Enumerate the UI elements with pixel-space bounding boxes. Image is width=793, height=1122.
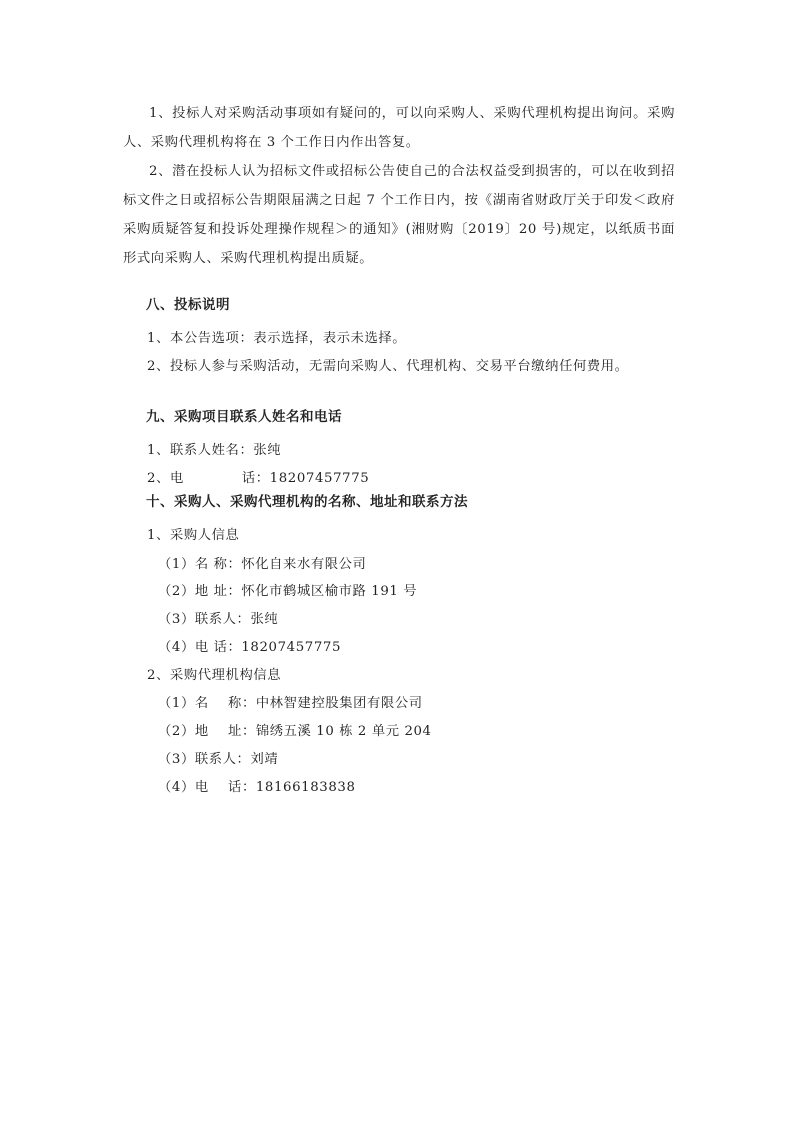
purchaser-info-title: 1、采购人信息 bbox=[147, 528, 240, 543]
purchaser-name: （1）名 称：怀化自来水有限公司 bbox=[158, 557, 367, 572]
project-contact-phone bbox=[147, 469, 369, 489]
heading-project-contact: 九、采购项目联系人姓名和电话 bbox=[146, 409, 342, 425]
notes-item-1: 1、本公告选项：表示选择，表示未选择。 bbox=[147, 331, 407, 346]
agency-contact: （3）联系人：刘靖 bbox=[158, 752, 279, 767]
phone-prefix: 2、电 bbox=[147, 471, 184, 486]
project-contact-name: 1、联系人姓名：张纯 bbox=[147, 443, 282, 458]
agency-phone: （4）电 话：18166183838 bbox=[158, 780, 356, 795]
heading-contact-methods: 十、采购人、采购代理机构的名称、地址和联系方法 bbox=[146, 494, 468, 510]
purchaser-address: （2）地 址：怀化市鹤城区榆市路 191 号 bbox=[158, 584, 418, 599]
paragraph-inquiry: 1、投标人对采购活动事项如有疑问的，可以向采购人、采购代理机构提出询问。采购人、采购代理机构将在 3 个工作日内作出答复。 bbox=[123, 106, 675, 150]
paragraph-challenge: 2、潜在投标人认为招标文件或招标公告使自己的合法权益受到损害的，可以在收到招标文件之日或招标公告期限届满之日起 7 个工作日内，按《湖南省财政厅关于印发＜政府采购质疑答复和投诉处理操作规程＞的通知》(湘财购〔2019〕20 号)规定，以纸质书面形式向采购人、采购代理机构提出质疑。 bbox=[123, 164, 675, 266]
phone-suffix: 话：18207457775 bbox=[241, 471, 370, 486]
agency-name: （1）名 称：中林智建控股集团有限公司 bbox=[158, 696, 423, 711]
purchaser-contact: （3）联系人：张纯 bbox=[158, 612, 279, 627]
agency-info-title: 2、采购代理机构信息 bbox=[147, 668, 282, 683]
notes-item-2: 2、投标人参与采购活动，无需向采购人、代理机构、交易平台缴纳任何费用。 bbox=[147, 359, 629, 374]
heading-bidding-notes: 八、投标说明 bbox=[146, 297, 230, 313]
purchaser-phone: （4）电 话：18207457775 bbox=[158, 640, 342, 655]
agency-address: （2）地 址：锦绣五溪 10 栋 2 单元 204 bbox=[158, 724, 432, 739]
